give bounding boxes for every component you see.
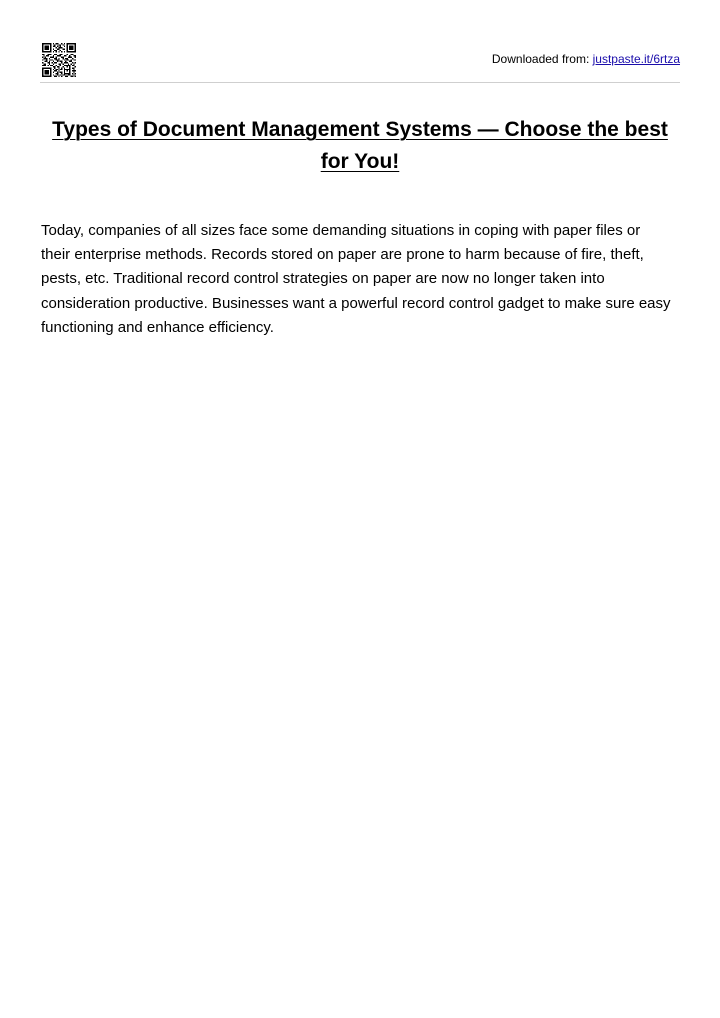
header-divider [40,82,680,83]
page-title: Types of Document Management Systems — Choose the best for You! [52,118,668,173]
qr-code-icon [42,43,76,77]
download-source [492,52,680,66]
source-link[interactable]: justpaste.it/6rtza [592,52,680,66]
intro-paragraph: Today, companies of all sizes face some demanding situations in coping with paper files or their enterprise methods. Records stored on paper are prone to harm because of fire, theft, pests, etc. Traditional record control strategies on paper are now no longer taken into consideration productive. Businesses want a powerful record control gadget to make sure easy functioning and enhance efficiency. [41,222,671,336]
downloaded-label: Downloaded from: [491,52,590,66]
